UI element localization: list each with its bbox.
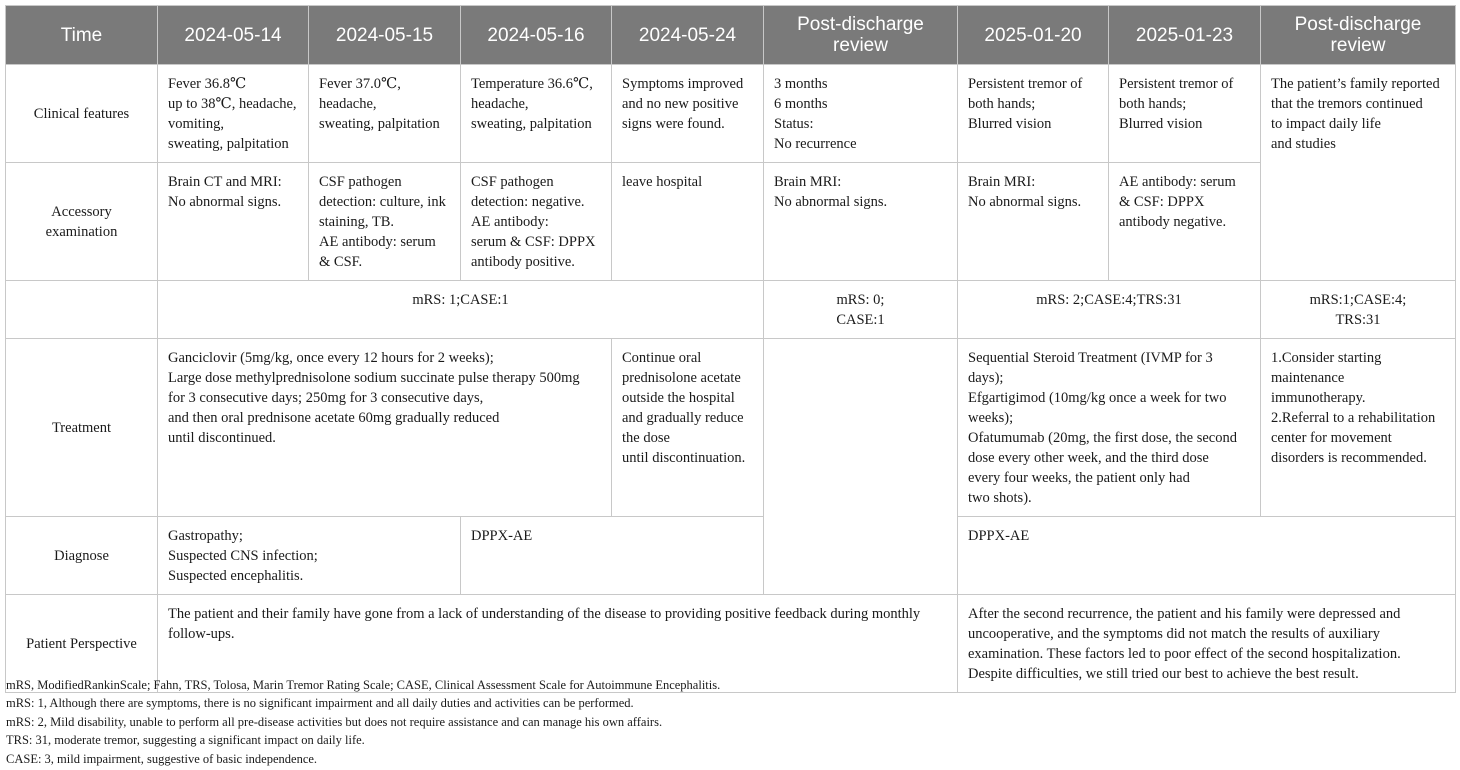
header-date-2024-05-24: 2024-05-24	[612, 6, 764, 65]
cell-scores-first-admission: mRS: 1;CASE:1	[158, 281, 764, 339]
cell-diagnose-early: Gastropathy; Suspected CNS infection; Suspected encephalitis.	[158, 517, 461, 595]
header-date-2024-05-16: 2024-05-16	[461, 6, 612, 65]
cell-treatment-review-2: 1.Consider starting maintenance immunotherapy. 2.Referral to a rehabilitation center for movement disorders is recommended.	[1261, 339, 1456, 517]
header-date-2024-05-15: 2024-05-15	[309, 6, 461, 65]
cell-clinical-2024-05-15: Fever 37.0℃, headache, sweating, palpitation	[309, 65, 461, 163]
row-scores	[6, 281, 1456, 339]
header-post-discharge-review-2: Post-discharge review	[1261, 6, 1456, 65]
row-clinical-features	[6, 65, 1456, 163]
header-time: Time	[6, 6, 158, 65]
cell-accessory-2024-05-24: leave hospital	[612, 163, 764, 281]
row-label-diagnose: Diagnose	[6, 517, 158, 595]
cell-treatment-first-admission: Ganciclovir (5mg/kg, once every 12 hours for 2 weeks); Large dose methylprednisolone sodium succinate pulse therapy 500mg for 3 consecutive days; 250mg for 3 consecutive days, and then oral prednisone acetate 60mg gradually reduced until discontinued.	[158, 339, 612, 517]
row-treatment	[6, 339, 1456, 517]
cell-clinical-2024-05-16: Temperature 36.6℃, headache, sweating, palpitation	[461, 65, 612, 163]
cell-clinical-review-1: 3 months 6 months Status: No recurrence	[764, 65, 958, 163]
footnote-abbreviations: mRS, ModifiedRankinScale; Fahn, TRS, Tolosa, Marin Tremor Rating Scale; CASE, Clinical Assessment Scale for Autoimmune Encephalitis.	[6, 678, 721, 692]
cell-clinical-review-2: The patient’s family reported that the tremors continued to impact daily life and studies	[1261, 65, 1456, 281]
row-label-patient-perspective: Patient Perspective	[6, 595, 158, 693]
row-label-accessory-examination: Accessory examination	[6, 163, 158, 281]
cell-accessory-2025-01-23: AE antibody: serum & CSF: DPPX antibody negative.	[1109, 163, 1261, 281]
cell-perspective-first: The patient and their family have gone from a lack of understanding of the disease to providing positive feedback during monthly follow-ups.	[158, 595, 958, 693]
cell-clinical-2025-01-20: Persistent tremor of both hands; Blurred vision	[958, 65, 1109, 163]
cell-clinical-2025-01-23: Persistent tremor of both hands; Blurred vision	[1109, 65, 1261, 163]
footnote-mrs-1: mRS: 1, Although there are symptoms, there is no significant impairment and all daily duties and activities can be performed.	[6, 696, 634, 711]
header-date-2024-05-14: 2024-05-14	[158, 6, 309, 65]
row-diagnose	[6, 517, 1456, 595]
row-label-clinical-features: Clinical features	[6, 65, 158, 163]
header-row	[6, 6, 1456, 65]
footnote-mrs-2: mRS: 2, Mild disability, unable to perform all pre-disease activities but does not require assistance and can manage his own affairs.	[6, 714, 663, 729]
cell-treatment-second-admission: Sequential Steroid Treatment (IVMP for 3 days); Efgartigimod (10mg/kg once a week for two weeks); Ofatumumab (20mg, the first dose, the second dose every other week, and the third dose every four weeks, the patient only had two shots).	[958, 339, 1261, 517]
cell-accessory-2024-05-15: CSF pathogen detection: culture, ink staining, TB. AE antibody: serum & CSF.	[309, 163, 461, 281]
cell-accessory-2024-05-16: CSF pathogen detection: negative. AE antibody: serum & CSF: DPPX antibody positive.	[461, 163, 612, 281]
cell-diagnose-second-admission: DPPX-AE	[958, 517, 1456, 595]
cell-scores-second-admission: mRS: 2;CASE:4;TRS:31	[958, 281, 1261, 339]
footnote-case-3: CASE: 3, mild impairment, suggestive of basic independence.	[6, 751, 318, 766]
row-label-treatment: Treatment	[6, 339, 158, 517]
cell-treatment-review-1-empty	[764, 339, 958, 595]
cell-diagnose-first-admission: DPPX-AE	[461, 517, 764, 595]
cell-perspective-second: After the second recurrence, the patient and his family were depressed and uncooperative, and the symptoms did not match the results of auxiliary examination. These factors led to poor effect of the second hospitalization. Despite difficulties, we still tried our best to achieve the best result.	[958, 595, 1456, 693]
cell-accessory-review-1: Brain MRI: No abnormal signs.	[764, 163, 958, 281]
cell-clinical-2024-05-14: Fever 36.8℃ up to 38℃, headache, vomiting, sweating, palpitation	[158, 65, 309, 163]
row-label-scores	[6, 281, 158, 339]
cell-treatment-2024-05-24: Continue oral prednisolone acetate outside the hospital and gradually reduce the dose until discontinuation.	[612, 339, 764, 517]
cell-accessory-2024-05-14: Brain CT and MRI: No abnormal signs.	[158, 163, 309, 281]
cell-scores-review-1: mRS: 0; CASE:1	[764, 281, 958, 339]
header-post-discharge-review-1: Post-discharge review	[764, 6, 958, 65]
cell-accessory-2025-01-20: Brain MRI: No abnormal signs.	[958, 163, 1109, 281]
footnote-trs-31: TRS: 31, moderate tremor, suggesting a significant impact on daily life.	[6, 733, 365, 748]
footnotes	[6, 676, 1446, 768]
cell-scores-review-2: mRS:1;CASE:4; TRS:31	[1261, 281, 1456, 339]
timeline-table	[5, 5, 1456, 693]
header-date-2025-01-23: 2025-01-23	[1109, 6, 1261, 65]
header-date-2025-01-20: 2025-01-20	[958, 6, 1109, 65]
row-accessory-examination	[6, 163, 1456, 281]
cell-clinical-2024-05-24: Symptoms improved and no new positive signs were found.	[612, 65, 764, 163]
